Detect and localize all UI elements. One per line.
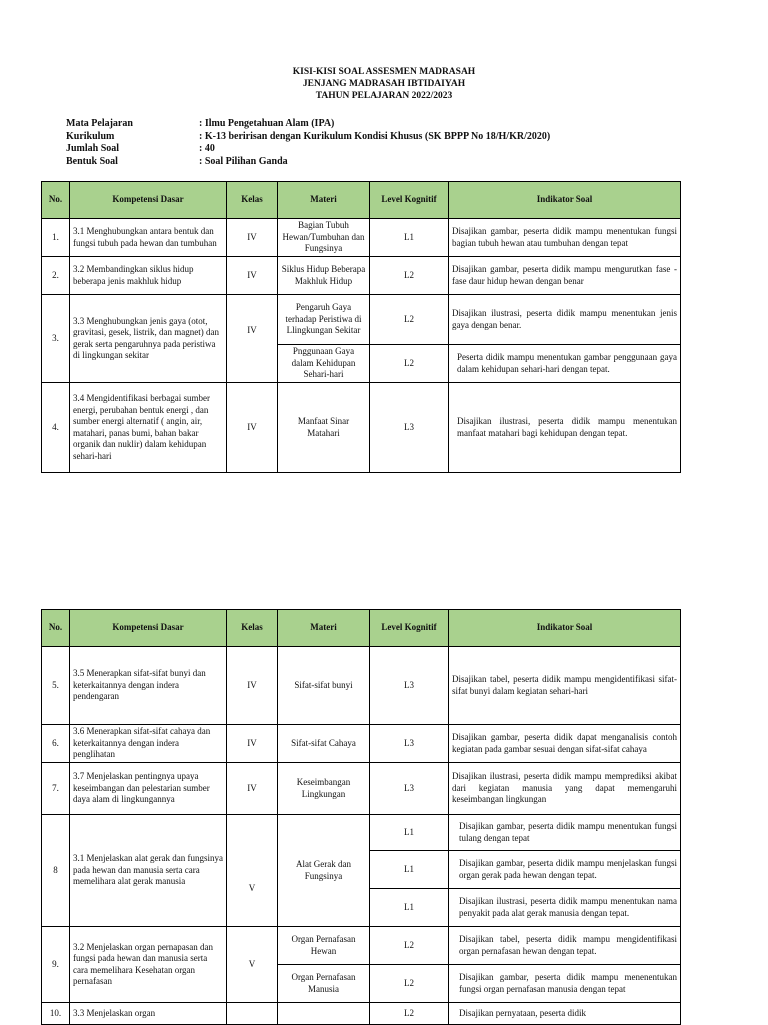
table-header xyxy=(42,182,681,219)
header-kd: Kompetensi Dasar xyxy=(70,182,227,219)
meta-row-count: Jumlah Soal : 40 xyxy=(66,143,215,154)
header-indikator: Indikator Soal xyxy=(449,182,681,219)
header-kd: Kompetensi Dasar xyxy=(70,610,227,647)
assessment-table-2 xyxy=(41,609,681,1025)
table-row: 3. 3.3 Menghubungkan jenis gaya (otot, gravitasi, gesek, listrik, dan magnet) dan gerak serta pengaruhnya pada peristiwa di lingkungan sekitar IV Pengaruh Gaya terhadap Peristiwa di Llingkungan Sekitar L2 Disajikan ilustrasi, peserta didik mampu menentukan jenis gaya dengan benar. xyxy=(42,295,681,345)
document-meta xyxy=(66,118,550,168)
title-line-1: KISI-KISI SOAL ASSESMEN MADRASAH xyxy=(292,67,476,77)
table-header xyxy=(42,610,681,647)
table-row: 7. 3.7 Menjelaskan pentingnya upaya keseimbangan dan pelestarian sumber daya alam di lingkungannya IV Keseimbangan Lingkungan L3 Disajikan ilustrasi, peserta didik mampu memprediksi akibat dari kegiatan manusia yang dapat memengaruhi keseimbangan lingkungan xyxy=(42,763,681,815)
table-row: 4. 3.4 Mengidentifikasi berbagai sumber energi, perubahan bentuk energi , dan sumber energi alternatif ( angin, air, matahari, panas bumi, bahan bakar organik dan nuklir) dalam kehidupan sehari-hari IV Manfaat Sinar Matahari L3 Disajikan ilustrasi, peserta didik mampu menentukan manfaat matahari bagi kehidupan dengan tepat. xyxy=(42,383,681,473)
table-row: Organ Pernafasan Manusia L2 Disajikan gambar, peserta didik mampu menenentukan fungsi organ pernafasan manusia dengan tepat xyxy=(42,965,681,1003)
table-row: 6. 3.6 Menerapkan sifat-sifat cahaya dan keterkaitannya dengan indera penglihatan IV Sifat-sifat Cahaya L3 Disajikan gambar, peserta didik dapat menganalisis contoh kegiatan pada gambar sesuai dengan sifat-sifat cahaya xyxy=(42,725,681,763)
meta-row-subject: Mata Pelajaran : Ilmu Pengetahuan Alam (IPA) xyxy=(66,118,335,129)
table-row: 2. 3.2 Membandingkan siklus hidup beberapa jenis makhluk hidup IV Siklus Hidup Beberapa Makhluk Hidup L2 Disajikan gambar, peserta didik mampu mengurutkan fase - fase daur hidup hewan dengan benar xyxy=(42,257,681,295)
header-kelas: Kelas xyxy=(227,182,278,219)
table-row: 9. 3.2 Menjelaskan organ pernapasan dan fungsi pada hewan dan manusia serta cara memelihara Kesehatan organ pernafasan V Organ Pernafasan Hewan L2 Disajikan tabel, peserta didik mampu mengidentifikasi organ pernafasan hewan dengan tepat. xyxy=(42,927,681,965)
table-row: L1 Disajikan gambar, peserta didik mampu menjelaskan fungsi organ gerak pada hewan dengan tepat. xyxy=(42,851,681,889)
table-row: 5. 3.5 Menerapkan sifat-sifat bunyi dan keterkaitannya dengan indera pendengaran IV Sifat-sifat bunyi L3 Disajikan tabel, peserta didik mampu mengidentifikasi sifat-sifat bunyi dalam kegiatan sehari-hari xyxy=(42,647,681,725)
table-row: 8 3.1 Menjelaskan alat gerak dan fungsinya pada hewan dan manusia serta cara memelihara alat gerak manusia V Alat Gerak dan Fungsinya L1 Disajikan gambar, peserta didik mampu menentukan fungsi tulang dengan tepat xyxy=(42,815,681,851)
meta-row-curriculum: Kurikulum : K-13 beririsan dengan Kurikulum Kondisi Khusus (SK BPPP No 18/H/KR/2020) xyxy=(66,130,551,142)
header-materi: Materi xyxy=(278,182,370,219)
title-line-3: TAHUN PELAJARAN 2022/2023 xyxy=(315,91,453,101)
header-indikator: Indikator Soal xyxy=(449,610,681,647)
table-row: L1 Disajikan ilustrasi, peserta didik mampu menentukan nama penyakit pada alat gerak manusia dengan tepat. xyxy=(42,889,681,927)
table-row: 1. 3.1 Menghubungkan antara bentuk dan fungsi tubuh pada hewan dan tumbuhan IV Bagian Tubuh Hewan/Tumbuhan dan Fungsinya L1 Disajikan gambar, peserta didik mampu menentukan fungsi bagian tubuh hewan atau tumbuhan dengan tepat xyxy=(42,219,681,257)
header-no: No. xyxy=(42,182,70,219)
header-no: No. xyxy=(42,610,70,647)
assessment-table-1 xyxy=(41,181,681,473)
header-level: Level Kognitif xyxy=(370,182,449,219)
document-title xyxy=(0,66,768,102)
title-line-2: JENJANG MADRASAH IBTIDAIYAH xyxy=(302,79,466,89)
header-kelas: Kelas xyxy=(227,610,278,647)
table-row: Pnggunaan Gaya dalam Kehidupan Sehari-hari L2 Peserta didik mampu menentukan gambar penggunaan gaya dalam kehidupan sehari-hari dengan tepat. xyxy=(42,345,681,383)
header-materi: Materi xyxy=(278,610,370,647)
table-row: 10. 3.3 Menjelaskan organ L2 Disajikan pernyataan, peserta didik xyxy=(42,1003,681,1025)
header-level: Level Kognitif xyxy=(370,610,449,647)
meta-row-form: Bentuk Soal : Soal Pilihan Ganda xyxy=(66,155,288,167)
